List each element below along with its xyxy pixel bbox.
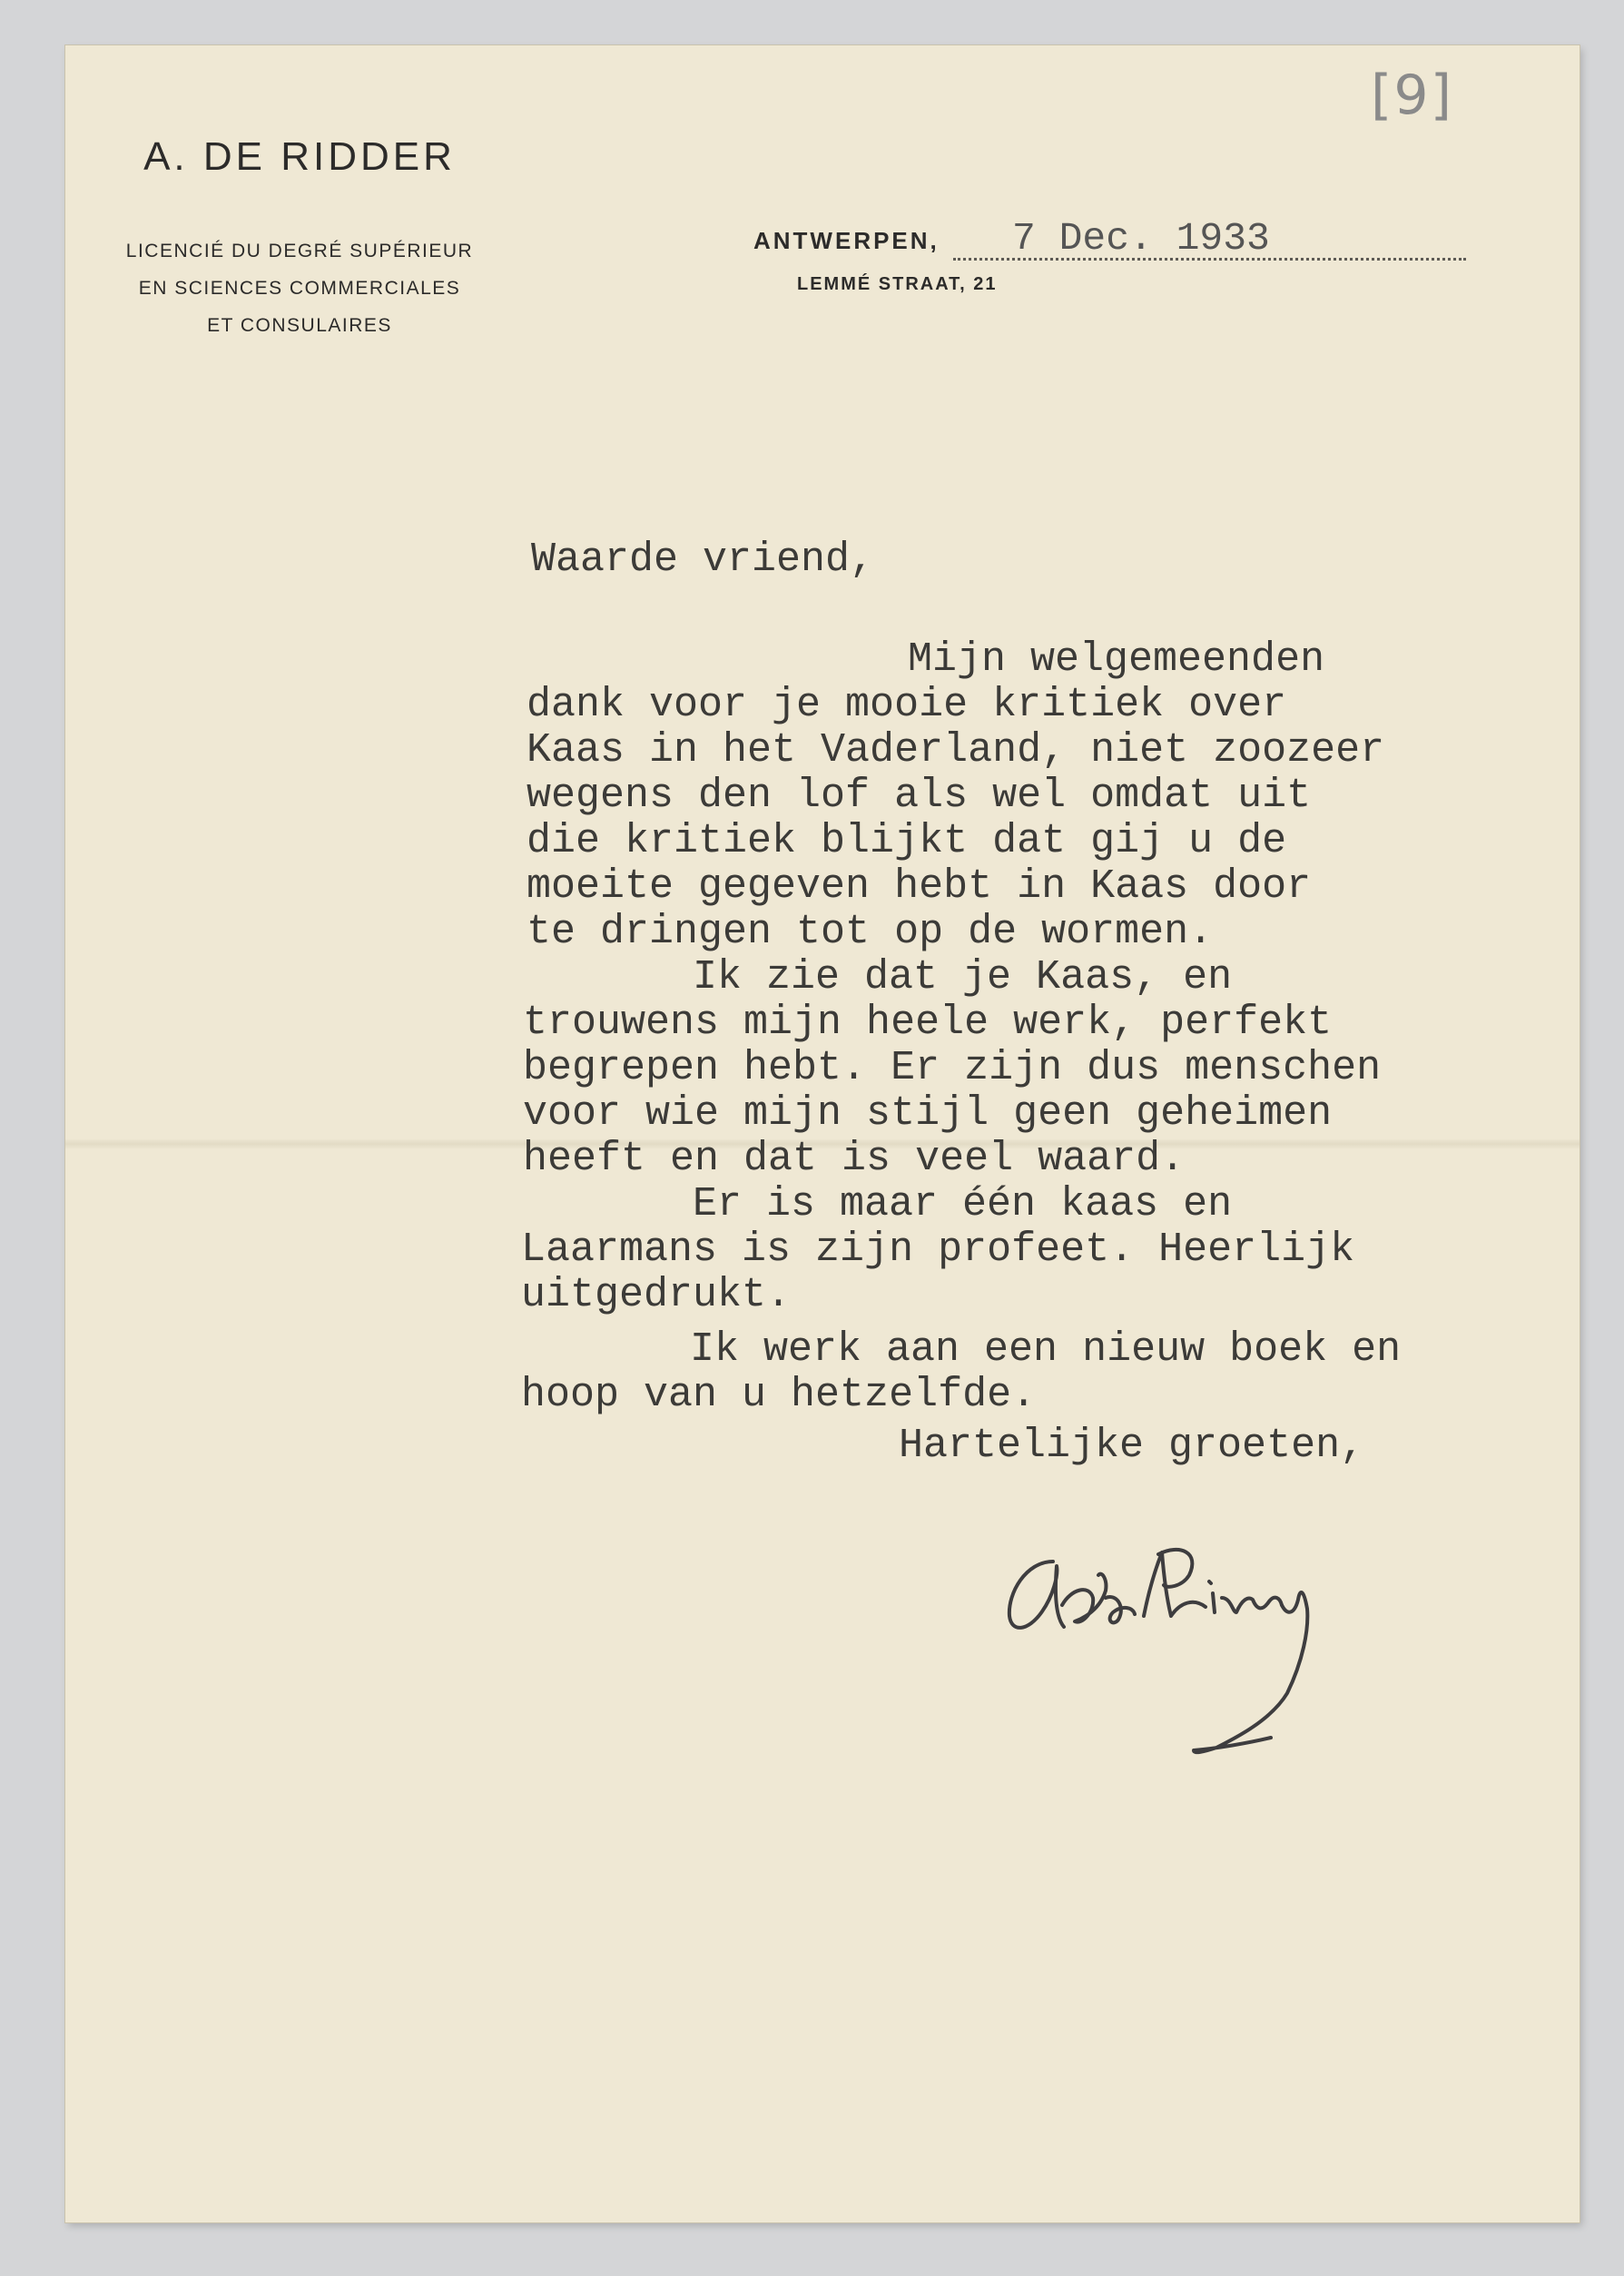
body-line: die kritiek blijkt dat gij u de: [527, 818, 1287, 864]
body-line: Laarmans is zijn profeet. Heerlijk: [521, 1227, 1355, 1273]
salutation: Waarde vriend,: [531, 537, 875, 583]
body-line: begrepen hebt. Er zijn dus menschen: [523, 1045, 1382, 1091]
body-line: hoop van u hetzelfde.: [521, 1372, 1037, 1418]
body-line: dank voor je mooie kritiek over: [527, 682, 1287, 728]
body-line: trouwens mijn heele werk, perfekt: [523, 1000, 1333, 1046]
letter-date: 7 Dec. 1933: [1012, 216, 1270, 261]
body-line: Kaas in het Vaderland, niet zoozeer: [527, 727, 1385, 773]
body-line: te dringen tot op de wormen.: [527, 909, 1214, 955]
body-line: heeft en dat is veel waard.: [523, 1136, 1186, 1182]
body-line: Ik zie dat je Kaas, en: [693, 954, 1233, 1000]
archive-number: [9]: [1371, 64, 1453, 127]
body-line: wegens den lof als wel omdat uit: [527, 773, 1312, 819]
letterhead-credential: ET CONSULAIRES: [207, 315, 392, 336]
closing: Hartelijke groeten,: [899, 1423, 1365, 1469]
letterhead-street: LEMMÉ STRAAT, 21: [797, 274, 998, 294]
body-line: Mijn welgemeenden: [908, 636, 1325, 683]
body-line: voor wie mijn stijl geen geheimen: [523, 1090, 1333, 1137]
letterhead-credential: EN SCIENCES COMMERCIALES: [138, 278, 461, 299]
letterhead-name: A. DE RIDDER: [143, 134, 456, 179]
body-line: Er is maar één kaas en: [693, 1181, 1233, 1227]
handwritten-signature: [999, 1525, 1398, 1761]
body-line: uitgedrukt.: [521, 1272, 792, 1318]
body-line: moeite gegeven hebt in Kaas door: [527, 863, 1312, 910]
letterhead-credential: LICENCIÉ DU DEGRÉ SUPÉRIEUR: [125, 241, 474, 261]
body-line: Ik werk aan een nieuw boek en: [690, 1326, 1402, 1373]
letterhead-city: ANTWERPEN,: [753, 227, 940, 254]
